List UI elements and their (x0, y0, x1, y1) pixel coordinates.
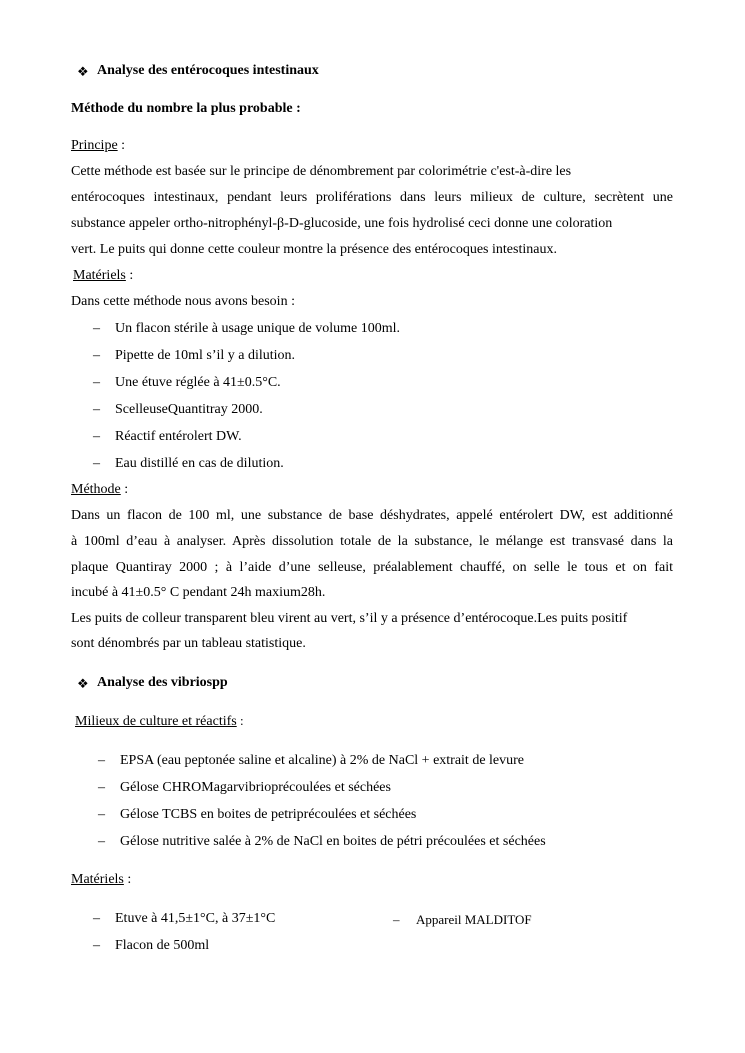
dash-bullet: – (93, 911, 100, 926)
materiel-item: Eau distillé en cas de dilution. (115, 456, 284, 471)
materiels-heading-2 (71, 872, 131, 888)
methode-line-4: incubé à 41±0.5° C pendant 24h maxium28h. (71, 585, 326, 600)
principe-heading (71, 138, 125, 154)
materiels-label: Matériels (73, 268, 126, 283)
milieux-colon: : (236, 713, 244, 728)
materiel-item: Une étuve réglée à 41±0.5°C. (115, 375, 281, 390)
dash-bullet: – (93, 321, 100, 336)
methode-line-6: sont dénombrés par un tableau statistique. (71, 636, 306, 651)
milieu-item: Gélose CHROMagarvibrioprécoulées et séchées (120, 780, 391, 795)
materiels-colon: : (125, 268, 134, 283)
dash-bullet: – (98, 807, 105, 822)
dash-bullet: – (93, 348, 100, 363)
method-title: Méthode du nombre la plus probable : (71, 101, 301, 116)
dash-bullet: – (93, 938, 100, 953)
dash-bullet: – (93, 375, 100, 390)
materiel-item-right: Appareil MALDITOF (416, 912, 532, 927)
methode-heading (71, 482, 128, 498)
materiel-item: Pipette de 10ml s’il y a dilution. (115, 348, 296, 363)
materiel-item: Un flacon stérile à usage unique de volume 100ml. (115, 321, 400, 336)
methode-label: Méthode (71, 482, 121, 497)
dash-bullet: – (93, 456, 100, 471)
materiels-label-2: Matériels (71, 872, 124, 887)
dash-bullet: – (93, 402, 100, 417)
milieu-item: Gélose TCBS en boites de petriprécoulées et séchées (120, 807, 417, 822)
methode-line-3: plaque Quantiray 2000 ; à l’aide d’une selleuse, préalablement chauffé, on selle le tous et on fait (71, 560, 673, 575)
dash-bullet: – (98, 753, 105, 768)
milieux-label: Milieux de culture et réactifs (75, 714, 237, 729)
principe-line-2: entérocoques intestinaux, pendant leurs proliférations dans leurs milieux de culture, secrètent une (71, 190, 673, 205)
dash-bullet: – (393, 912, 400, 927)
section-heading-enterocoques: Analyse des entérocoques intestinaux (97, 63, 319, 78)
dash-bullet: – (98, 834, 105, 849)
diamond-bullet-icon: ❖ (77, 64, 89, 79)
methode-line-1: Dans un flacon de 100 ml, une substance de base déshydrates, appelé entérolert DW, est additionné (71, 508, 673, 523)
materiel-item: ScelleuseQuantitray 2000. (115, 402, 263, 417)
methode-colon: : (120, 482, 129, 497)
principe-line-1: Cette méthode est basée sur le principe de dénombrement par colorimétrie c'est-à-dire les (71, 164, 572, 179)
materiel-item: Réactif entérolert DW. (115, 429, 242, 444)
milieux-heading (75, 713, 244, 730)
principe-line-3: substance appeler ortho-nitrophényl-β-D-glucoside, une fois hydrolisé ceci donne une coloration (71, 216, 613, 231)
principe-colon: : (117, 138, 126, 153)
principe-label: Principe (71, 138, 118, 153)
materiels-intro: Dans cette méthode nous avons besoin : (71, 294, 295, 309)
dash-bullet: – (93, 429, 100, 444)
principe-line-4: vert. Le puits qui donne cette couleur montre la présence des entérocoques intestinaux. (71, 242, 557, 257)
diamond-bullet-icon: ❖ (77, 676, 89, 691)
dash-bullet: – (98, 780, 105, 795)
methode-line-5: Les puits de colleur transparent bleu virent au vert, s’il y a présence d’entérocoque.Les puits positif (71, 611, 628, 626)
methode-line-2: à 100ml d’eau à analyser. Après dissolution totale de la substance, le mélange est transvasé dans la (71, 534, 673, 549)
section-heading-vibrio: Analyse des vibriospp (97, 675, 228, 690)
materiels-heading (73, 268, 133, 284)
milieu-item: Gélose nutritive salée à 2% de NaCl en boites de pétri précoulées et séchées (120, 834, 546, 849)
materiels-colon-2: : (123, 872, 132, 887)
materiel-item-2: Etuve à 41,5±1°C, à 37±1°C (115, 911, 276, 926)
milieu-item: EPSA (eau peptonée saline et alcaline) à 2% de NaCl + extrait de levure (120, 753, 525, 768)
materiel-item-2: Flacon de 500ml (115, 938, 210, 953)
